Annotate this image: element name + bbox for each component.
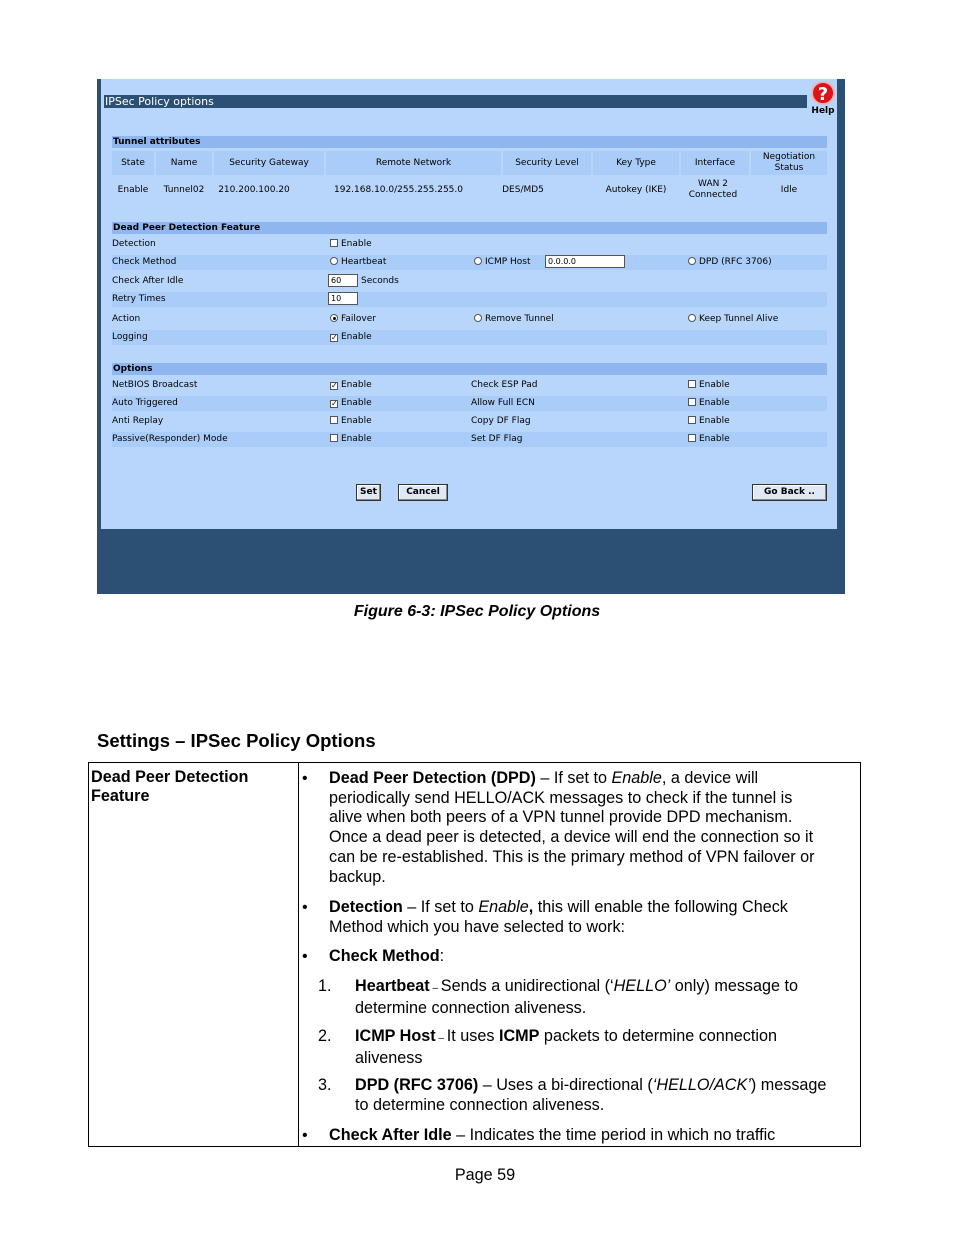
option-row xyxy=(112,414,827,429)
list-number: 1. xyxy=(318,977,332,995)
checkbox-checked-icon: ✓ xyxy=(331,333,338,342)
bullet-icon: • xyxy=(302,1127,308,1144)
cell-interface: WAN 2 Connected xyxy=(688,179,738,200)
help-label: Help xyxy=(811,106,835,116)
cell-remote-network: 192.168.10.0/255.255.255.0 xyxy=(334,184,463,195)
cancel-button[interactable]: Cancel xyxy=(398,484,448,501)
auto-triggered-checkbox[interactable]: ✓ Enable xyxy=(331,398,372,408)
retry-times-row xyxy=(112,292,827,307)
check-after-idle-row xyxy=(112,274,827,289)
checkbox-icon xyxy=(330,434,338,442)
checkbox-icon xyxy=(688,380,696,388)
failover-radio[interactable]: Failover xyxy=(330,312,376,327)
checkbox-icon xyxy=(688,398,696,406)
dpd-rfc-description: DPD (RFC 3706) – Uses a bi-directional (‘HELLO/ACK’) message to determine connection aliveness. xyxy=(355,1076,827,1114)
logging-row xyxy=(112,330,827,345)
cell-name: Tunnel02 xyxy=(163,184,205,195)
col-security-level: Security Level xyxy=(503,151,591,175)
figure-caption: Figure 6-3: IPSec Policy Options xyxy=(353,603,601,620)
cell-negotiation-status: Idle xyxy=(780,184,798,195)
logging-checkbox[interactable]: ✓ Enable xyxy=(331,332,372,342)
allow-full-ecn-label: Allow Full ECN xyxy=(471,398,535,408)
check-after-idle-label: Check After Idle xyxy=(112,276,184,286)
radio-icon xyxy=(474,257,482,265)
set-df-flag-checkbox[interactable]: Enable xyxy=(688,432,730,447)
dpd-rfc-radio[interactable]: DPD (RFC 3706) xyxy=(688,255,772,270)
section-title: Settings – IPSec Policy Options xyxy=(97,730,376,751)
col-remote-network: Remote Network xyxy=(326,151,501,175)
check-after-idle-description: Check After Idle – Indicates the time period in which no traffic xyxy=(329,1126,776,1144)
table-divider xyxy=(298,763,299,1146)
set-df-flag-label: Set DF Flag xyxy=(471,434,523,444)
check-method-label: Check Method xyxy=(112,257,177,267)
checkbox-icon xyxy=(688,416,696,424)
seconds-label: Seconds xyxy=(361,276,399,286)
list-number: 2. xyxy=(318,1027,332,1045)
retry-times-input[interactable]: 10 xyxy=(328,292,358,307)
list-number: 3. xyxy=(318,1076,332,1094)
radio-icon xyxy=(688,314,696,322)
col-key-type: Key Type xyxy=(593,151,679,175)
option-row xyxy=(112,378,827,393)
icmp-host-input[interactable]: 0.0.0.0 xyxy=(545,255,625,270)
options-section-header: Options xyxy=(112,363,827,375)
action-row xyxy=(112,312,827,327)
radio-icon xyxy=(474,314,482,322)
anti-replay-checkbox[interactable]: Enable xyxy=(330,414,372,429)
action-label: Action xyxy=(112,314,141,324)
detection-label: Detection xyxy=(112,239,156,249)
cell-state: Enable xyxy=(117,184,149,195)
check-esp-pad-label: Check ESP Pad xyxy=(471,380,538,390)
go-back-button[interactable]: Go Back .. xyxy=(752,484,827,501)
dpd-section-header: Dead Peer Detection Feature xyxy=(112,222,827,234)
option-row xyxy=(112,396,827,411)
col-negotiation-status: Negotiation Status xyxy=(751,151,827,175)
cell-security-gateway: 210.200.100.20 xyxy=(218,184,290,195)
option-row xyxy=(112,432,827,447)
checkbox-icon xyxy=(330,416,338,424)
col-state: State xyxy=(112,151,154,175)
check-method-row xyxy=(112,255,827,270)
checkbox-checked-icon: ✓ xyxy=(331,399,338,408)
cell-key-type: Autokey (IKE) xyxy=(605,184,667,195)
detection-row xyxy=(112,237,827,252)
heartbeat-description: Heartbeat – Sends a unidirectional (‘HELLO’ only) message to determine connection aliveness. xyxy=(355,977,799,1017)
detection-description: Detection – If set to Enable, this will enable the following Check Method which you have selected to work: xyxy=(329,898,788,936)
radio-icon xyxy=(330,257,338,265)
col-name: Name xyxy=(156,151,212,175)
netbios-broadcast-checkbox[interactable]: ✓ Enable xyxy=(331,380,372,390)
set-button[interactable]: Set xyxy=(356,484,381,501)
retry-times-label: Retry Times xyxy=(112,294,166,304)
cell-security-level: DES/MD5 xyxy=(502,184,544,195)
keep-tunnel-alive-radio[interactable]: Keep Tunnel Alive xyxy=(688,312,778,327)
bullet-icon: • xyxy=(302,948,308,965)
passive-mode-label: Passive(Responder) Mode xyxy=(112,434,228,444)
checkbox-icon xyxy=(330,239,338,247)
auto-triggered-label: Auto Triggered xyxy=(112,398,178,408)
tunnel-attributes-header: Tunnel attributes xyxy=(112,136,827,148)
radio-icon xyxy=(688,257,696,265)
remove-tunnel-radio[interactable]: Remove Tunnel xyxy=(474,312,554,327)
question-mark-icon: ? xyxy=(811,81,835,105)
dpd-description: Dead Peer Detection (DPD) – If set to Enable, a device will periodically send HELLO/ACK messages to check if the tunnel is alive when both peers of a VPN tunnel provide DPD mechanism. Once a dead peer is detected, a device will end the connection so it can be re-established. This is the primary method of VPN failover or backup. xyxy=(329,769,815,886)
checkbox-icon xyxy=(688,434,696,442)
settings-table xyxy=(88,762,861,1147)
row-label: Dead Peer Detection Feature xyxy=(91,768,249,805)
passive-mode-checkbox[interactable]: Enable xyxy=(330,432,372,447)
copy-df-flag-label: Copy DF Flag xyxy=(471,416,531,426)
bullet-icon: • xyxy=(302,899,308,916)
check-esp-pad-checkbox[interactable]: Enable xyxy=(688,378,730,393)
anti-replay-label: Anti Replay xyxy=(112,416,164,426)
page-number: Page 59 xyxy=(454,1166,516,1184)
ipsec-policy-panel xyxy=(101,79,837,529)
col-interface: Interface xyxy=(681,151,749,175)
check-after-idle-input[interactable]: 60 xyxy=(328,274,358,289)
radio-selected-icon xyxy=(330,314,338,322)
bullet-icon: • xyxy=(302,770,308,787)
col-security-gateway: Security Gateway xyxy=(214,151,324,175)
window-title: IPSec Policy options xyxy=(104,95,807,108)
help-button[interactable] xyxy=(809,81,837,116)
netbios-broadcast-label: NetBIOS Broadcast xyxy=(112,380,198,390)
icmp-host-radio[interactable]: ICMP Host xyxy=(474,255,530,270)
heartbeat-radio[interactable]: Heartbeat xyxy=(330,255,386,270)
icmp-host-description: ICMP Host – It uses ICMP packets to determine connection aliveness xyxy=(355,1027,777,1067)
logging-label: Logging xyxy=(112,332,148,342)
checkbox-checked-icon: ✓ xyxy=(331,381,338,390)
check-method-description: Check Method: xyxy=(329,947,445,965)
detection-checkbox[interactable]: Enable xyxy=(330,237,372,252)
ipsec-policy-screenshot xyxy=(97,79,845,594)
allow-full-ecn-checkbox[interactable]: Enable xyxy=(688,396,730,411)
copy-df-flag-checkbox[interactable]: Enable xyxy=(688,414,730,429)
